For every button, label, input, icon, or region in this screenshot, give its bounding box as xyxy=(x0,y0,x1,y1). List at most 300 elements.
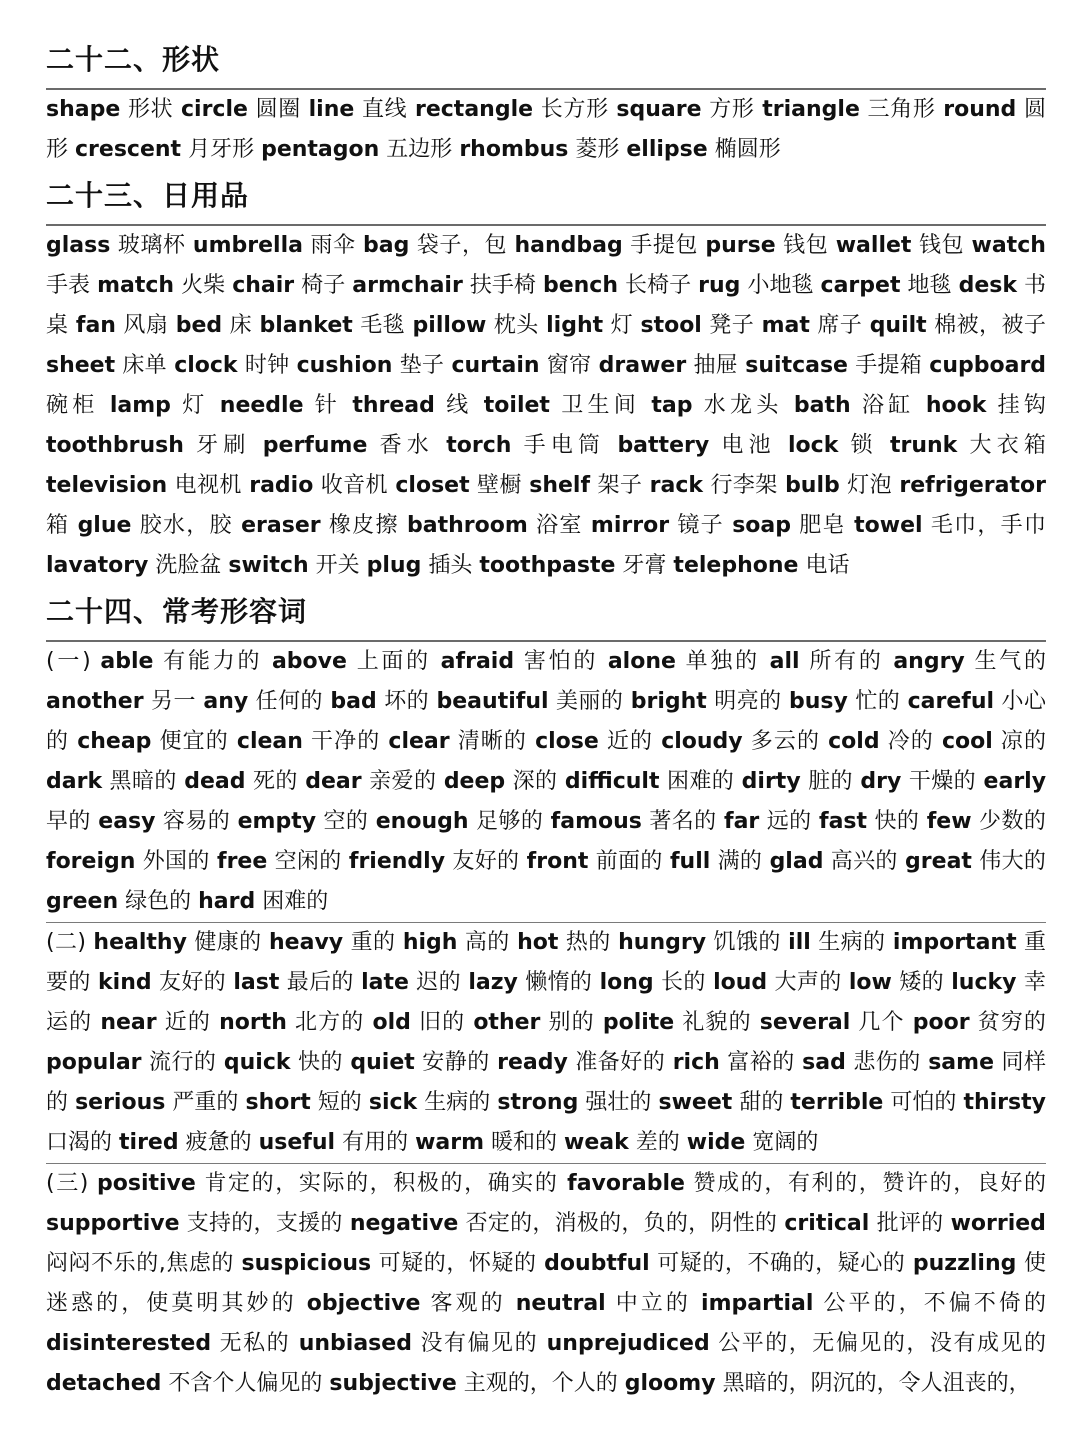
chinese-meaning: 圆圈 xyxy=(255,97,301,122)
chinese-meaning: 手提箱 xyxy=(855,353,923,378)
chinese-meaning: 手电筒 xyxy=(523,433,606,458)
english-word: quilt xyxy=(869,313,927,338)
chinese-meaning: 无私的 xyxy=(219,1331,291,1356)
chinese-meaning: 足够的 xyxy=(475,809,544,834)
chinese-meaning: 远的 xyxy=(766,809,812,834)
chinese-meaning: 枕头 xyxy=(493,313,539,338)
chinese-meaning: 上面的 xyxy=(356,649,431,674)
chinese-meaning: 插头 xyxy=(428,553,473,578)
english-word: shape xyxy=(46,97,121,122)
chinese-meaning: 坏的 xyxy=(384,689,430,714)
english-word: match xyxy=(97,273,175,298)
english-word: healthy xyxy=(93,930,187,955)
chinese-meaning: 灯 xyxy=(182,393,209,418)
english-word: handbag xyxy=(514,233,623,258)
chinese-meaning: 形状 xyxy=(127,97,174,122)
english-word: old xyxy=(372,1010,411,1035)
english-word: armchair xyxy=(352,273,463,298)
chinese-meaning: 客观的 xyxy=(430,1291,506,1316)
english-word: supportive xyxy=(46,1211,180,1236)
chinese-meaning: 困难的 xyxy=(666,769,735,794)
chinese-meaning: 富裕的 xyxy=(727,1050,795,1075)
english-word: loud xyxy=(713,970,768,995)
english-word: deep xyxy=(443,769,506,794)
english-word: dark xyxy=(46,769,103,794)
chinese-meaning: 北方的 xyxy=(295,1010,365,1035)
chinese-meaning: 重的 xyxy=(350,930,396,955)
english-word: unprejudiced xyxy=(546,1331,710,1356)
chinese-meaning: 行李架 xyxy=(710,473,778,498)
english-word: empty xyxy=(237,809,317,834)
english-word: perfume xyxy=(262,433,368,458)
english-word: objective xyxy=(306,1291,421,1316)
chinese-meaning: 任何的 xyxy=(255,689,323,714)
subsection-marker: (二) xyxy=(46,930,86,955)
chinese-meaning: 主观的，个人的 xyxy=(463,1371,618,1396)
english-word: rhombus xyxy=(459,137,569,162)
english-word: north xyxy=(219,1010,287,1035)
english-word: television xyxy=(46,473,168,498)
chinese-meaning: 锁 xyxy=(850,433,878,458)
english-word: bed xyxy=(175,313,223,338)
chinese-meaning: 开关 xyxy=(315,553,360,578)
chinese-meaning: 快的 xyxy=(297,1050,343,1075)
english-word: enough xyxy=(375,809,469,834)
english-word: doubtful xyxy=(544,1251,650,1276)
english-word: switch xyxy=(228,553,309,578)
english-word: bag xyxy=(363,233,410,258)
english-word: glass xyxy=(46,233,111,258)
chinese-meaning: 钱包 xyxy=(918,233,964,258)
english-word: impartial xyxy=(701,1291,814,1316)
english-word: unbiased xyxy=(298,1331,412,1356)
english-word: far xyxy=(724,809,760,834)
chinese-meaning: 深的 xyxy=(512,769,558,794)
chinese-meaning: 著名的 xyxy=(649,809,717,834)
english-word: stool xyxy=(640,313,702,338)
chinese-meaning: 直线 xyxy=(361,97,408,122)
chinese-meaning: 幸运的 xyxy=(46,970,1046,1035)
english-word: bad xyxy=(330,689,377,714)
chinese-meaning: 手提包 xyxy=(630,233,698,258)
chinese-meaning: 干净的 xyxy=(311,729,381,754)
chinese-meaning: 生气的 xyxy=(974,649,1047,674)
chinese-meaning: 多云的 xyxy=(750,729,821,754)
chinese-meaning: 小心的 xyxy=(46,689,1046,754)
english-word: late xyxy=(361,970,409,995)
vocab-section xyxy=(46,38,1046,170)
subsection-marker: (三) xyxy=(46,1171,89,1196)
english-word: quick xyxy=(223,1050,291,1075)
english-word: strong xyxy=(497,1090,579,1115)
english-word: ready xyxy=(497,1050,568,1075)
english-word: plug xyxy=(366,553,422,578)
english-word: sweet xyxy=(658,1090,733,1115)
chinese-meaning: 肯定的，实际的，积极的，确实的 xyxy=(204,1171,559,1196)
english-word: eraser xyxy=(241,513,321,538)
chinese-meaning: 五边形 xyxy=(386,137,453,162)
chinese-meaning: 月牙形 xyxy=(188,137,255,162)
english-word: bulb xyxy=(785,473,840,498)
english-word: umbrella xyxy=(192,233,303,258)
english-word: full xyxy=(669,849,711,874)
english-word: light xyxy=(546,313,604,338)
english-word: critical xyxy=(784,1211,870,1236)
chinese-meaning: 使迷惑的，使莫明其妙的 xyxy=(46,1251,1046,1316)
english-word: wallet xyxy=(835,233,912,258)
chinese-meaning: 水龙头 xyxy=(703,393,783,418)
english-word: high xyxy=(402,930,458,955)
english-word: cheap xyxy=(77,729,152,754)
chinese-meaning: 风扇 xyxy=(123,313,169,338)
english-word: triangle xyxy=(762,97,860,122)
english-word: close xyxy=(535,729,599,754)
english-word: toilet xyxy=(483,393,550,418)
chinese-meaning: 严重的 xyxy=(172,1090,239,1115)
chinese-meaning: 最后的 xyxy=(286,970,354,995)
chinese-meaning: 害怕的 xyxy=(523,649,599,674)
english-word: any xyxy=(203,689,249,714)
english-word: worried xyxy=(950,1211,1046,1236)
english-word: glad xyxy=(769,849,824,874)
english-word: fast xyxy=(819,809,868,834)
chinese-meaning: 可疑的，不确的，疑心的 xyxy=(657,1251,906,1276)
chinese-meaning: 席子 xyxy=(817,313,863,338)
vocabulary-page xyxy=(46,38,1046,1408)
english-word: hungry xyxy=(618,930,707,955)
english-word: quiet xyxy=(350,1050,415,1075)
english-word: negative xyxy=(349,1211,459,1236)
section-title: 二十三、日用品 xyxy=(46,174,1046,226)
chinese-meaning: 美丽的 xyxy=(555,689,624,714)
english-word: watch xyxy=(971,233,1046,258)
chinese-meaning: 大衣箱 xyxy=(969,433,1046,458)
english-word: bright xyxy=(630,689,707,714)
chinese-meaning: 公平的，无偏见的，没有成见的 xyxy=(718,1331,1047,1356)
chinese-meaning: 外国的 xyxy=(142,849,210,874)
english-word: able xyxy=(100,649,154,674)
english-word: famous xyxy=(550,809,642,834)
chinese-meaning: 架子 xyxy=(597,473,643,498)
english-word: clear xyxy=(388,729,450,754)
english-word: foreign xyxy=(46,849,136,874)
word-paragraph xyxy=(46,1163,1046,1404)
english-word: tired xyxy=(119,1130,179,1155)
chinese-meaning: 空闲的 xyxy=(274,849,342,874)
english-word: telephone xyxy=(673,553,799,578)
english-word: terrible xyxy=(790,1090,884,1115)
english-word: busy xyxy=(789,689,848,714)
chinese-meaning: 早的 xyxy=(46,809,91,834)
english-word: torch xyxy=(446,433,512,458)
chinese-meaning: 少数的 xyxy=(978,809,1046,834)
english-word: dirty xyxy=(741,769,801,794)
english-word: cool xyxy=(941,729,993,754)
english-word: great xyxy=(905,849,972,874)
english-word: serious xyxy=(75,1090,166,1115)
chinese-meaning: 支持的，支援的 xyxy=(186,1211,343,1236)
english-word: neutral xyxy=(515,1291,606,1316)
chinese-meaning: 火柴 xyxy=(181,273,226,298)
chinese-meaning: 长的 xyxy=(661,970,706,995)
word-paragraph xyxy=(46,922,1046,1163)
english-word: sad xyxy=(802,1050,846,1075)
chinese-meaning: 扶手椅 xyxy=(469,273,536,298)
chinese-meaning: 棉被，被子 xyxy=(934,313,1046,338)
english-word: detached xyxy=(46,1371,162,1396)
english-word: mat xyxy=(761,313,810,338)
chinese-meaning: 否定的，消极的，负的，阴性的 xyxy=(465,1211,778,1236)
chinese-meaning: 近的 xyxy=(606,729,654,754)
english-word: lavatory xyxy=(46,553,149,578)
english-word: wide xyxy=(686,1130,746,1155)
english-word: angry xyxy=(893,649,965,674)
chinese-meaning: 生病的 xyxy=(818,930,886,955)
english-word: lazy xyxy=(468,970,518,995)
word-paragraph xyxy=(46,642,1046,922)
english-word: lucky xyxy=(951,970,1017,995)
chinese-meaning: 洗脸盆 xyxy=(155,553,222,578)
english-word: friendly xyxy=(348,849,446,874)
chinese-meaning: 黑暗的，阴沉的，令人沮丧的， xyxy=(722,1371,1031,1396)
english-word: clean xyxy=(236,729,303,754)
chinese-meaning: 公平的，不偏不倚的 xyxy=(823,1291,1046,1316)
english-word: fan xyxy=(75,313,116,338)
chinese-meaning: 单独的 xyxy=(685,649,760,674)
english-word: gloomy xyxy=(624,1371,716,1396)
english-word: sick xyxy=(368,1090,418,1115)
chinese-meaning: 牙膏 xyxy=(622,553,667,578)
chinese-meaning: 垫子 xyxy=(399,353,445,378)
english-word: drawer xyxy=(598,353,687,378)
chinese-meaning: 大声的 xyxy=(774,970,842,995)
chinese-meaning: 胶水，胶 xyxy=(139,513,233,538)
chinese-meaning: 可怕的 xyxy=(890,1090,957,1115)
chinese-meaning: 牙刷 xyxy=(196,433,251,458)
english-word: near xyxy=(100,1010,157,1035)
section-title: 二十四、常考形容词 xyxy=(46,590,1046,642)
english-word: curtain xyxy=(451,353,540,378)
english-word: cupboard xyxy=(929,353,1047,378)
chinese-meaning: 有能力的 xyxy=(163,649,263,674)
english-word: square xyxy=(616,97,702,122)
chinese-meaning: 中立的 xyxy=(615,1291,691,1316)
chinese-meaning: 三角形 xyxy=(867,97,936,122)
chinese-meaning: 批评的 xyxy=(876,1211,944,1236)
english-word: sheet xyxy=(46,353,116,378)
english-word: cloudy xyxy=(661,729,743,754)
english-word: suspicious xyxy=(241,1251,372,1276)
english-word: rug xyxy=(698,273,741,298)
chinese-meaning: 椭圆形 xyxy=(714,137,781,162)
chinese-meaning: 暖和的 xyxy=(491,1130,558,1155)
chinese-meaning: 小地毯 xyxy=(747,273,814,298)
english-word: lock xyxy=(788,433,839,458)
chinese-meaning: 热的 xyxy=(565,930,611,955)
chinese-meaning: 香水 xyxy=(379,433,435,458)
chinese-meaning: 没有偏见的 xyxy=(420,1331,539,1356)
chinese-meaning: 地毯 xyxy=(907,273,952,298)
english-word: toothpaste xyxy=(479,553,616,578)
english-word: blanket xyxy=(259,313,353,338)
english-word: ill xyxy=(788,930,811,955)
chinese-meaning: 清晰的 xyxy=(457,729,527,754)
english-word: carpet xyxy=(820,273,901,298)
chinese-meaning: 方形 xyxy=(709,97,755,122)
chinese-meaning: 宽阔的 xyxy=(752,1130,819,1155)
english-word: few xyxy=(926,809,972,834)
chinese-meaning: 贫穷的 xyxy=(977,1010,1046,1035)
english-word: dear xyxy=(305,769,362,794)
english-word: mirror xyxy=(590,513,670,538)
chinese-meaning: 闷闷不乐的,焦虑的 xyxy=(46,1251,234,1276)
chinese-meaning: 有用的 xyxy=(342,1130,409,1155)
english-word: hot xyxy=(517,930,559,955)
chinese-meaning: 袋子，包 xyxy=(416,233,507,258)
chinese-meaning: 迟的 xyxy=(416,970,461,995)
chinese-meaning: 空的 xyxy=(323,809,369,834)
chinese-meaning: 雨伞 xyxy=(310,233,356,258)
chinese-meaning: 口渴的 xyxy=(46,1130,113,1155)
chinese-meaning: 毛毯 xyxy=(360,313,406,338)
word-paragraph xyxy=(46,90,1046,170)
chinese-meaning: 菱形 xyxy=(575,137,620,162)
chinese-meaning: 橡皮擦 xyxy=(328,513,399,538)
chinese-meaning: 抽屉 xyxy=(693,353,738,378)
chinese-meaning: 健康的 xyxy=(194,930,262,955)
chinese-meaning: 高兴的 xyxy=(830,849,898,874)
chinese-meaning: 容易的 xyxy=(162,809,231,834)
chinese-meaning: 可疑的，怀疑的 xyxy=(378,1251,537,1276)
chinese-meaning: 重要的 xyxy=(46,930,1047,995)
chinese-meaning: 别的 xyxy=(548,1010,595,1035)
chinese-meaning: 灯泡 xyxy=(847,473,892,498)
chinese-meaning: 友好的 xyxy=(158,970,227,995)
english-word: battery xyxy=(617,433,710,458)
english-word: long xyxy=(599,970,654,995)
english-word: afraid xyxy=(440,649,515,674)
chinese-meaning: 快的 xyxy=(874,809,920,834)
chinese-meaning: 准备好的 xyxy=(575,1050,666,1075)
english-word: refrigerator xyxy=(899,473,1046,498)
chinese-meaning: 饥饿的 xyxy=(713,930,781,955)
chinese-meaning: 安静的 xyxy=(422,1050,490,1075)
english-word: thread xyxy=(352,393,435,418)
english-word: puzzling xyxy=(912,1251,1017,1276)
english-word: ellipse xyxy=(626,137,708,162)
chinese-meaning: 圆形 xyxy=(46,97,1046,162)
chinese-meaning: 碗柜 xyxy=(46,393,99,418)
chinese-meaning: 脏的 xyxy=(808,769,853,794)
english-word: last xyxy=(233,970,280,995)
chinese-meaning: 电话 xyxy=(805,553,850,578)
english-word: bench xyxy=(542,273,618,298)
chinese-meaning: 肥皂 xyxy=(799,513,846,538)
english-word: useful xyxy=(258,1130,336,1155)
english-word: front xyxy=(526,849,589,874)
english-word: careful xyxy=(907,689,995,714)
chinese-meaning: 高的 xyxy=(464,930,510,955)
english-word: short xyxy=(245,1090,311,1115)
english-word: toothbrush xyxy=(46,433,184,458)
english-word: kind xyxy=(98,970,152,995)
english-word: alone xyxy=(607,649,676,674)
chinese-meaning: 时钟 xyxy=(244,353,290,378)
english-word: bath xyxy=(793,393,851,418)
chinese-meaning: 忙的 xyxy=(855,689,901,714)
english-word: positive xyxy=(97,1171,196,1196)
english-word: thirsty xyxy=(963,1090,1046,1115)
english-word: low xyxy=(848,970,892,995)
chinese-meaning: 前面的 xyxy=(595,849,663,874)
chinese-meaning: 椅子 xyxy=(301,273,346,298)
chinese-meaning: 手表 xyxy=(46,273,91,298)
english-word: difficult xyxy=(564,769,660,794)
english-word: hard xyxy=(198,889,256,914)
chinese-meaning: 壁橱 xyxy=(477,473,522,498)
english-word: soap xyxy=(732,513,791,538)
english-word: rack xyxy=(649,473,704,498)
english-word: warm xyxy=(415,1130,485,1155)
vocab-section xyxy=(46,174,1046,586)
chinese-meaning: 另一 xyxy=(151,689,196,714)
chinese-meaning: 冷的 xyxy=(887,729,934,754)
chinese-meaning: 挂钩 xyxy=(997,393,1046,418)
chinese-meaning: 流行的 xyxy=(148,1050,217,1075)
chinese-meaning: 线 xyxy=(446,393,473,418)
english-word: dead xyxy=(184,769,246,794)
chinese-meaning: 甜的 xyxy=(739,1090,784,1115)
chinese-meaning: 疲惫的 xyxy=(185,1130,252,1155)
english-word: circle xyxy=(180,97,248,122)
chinese-meaning: 卫生间 xyxy=(561,393,641,418)
chinese-meaning: 镜子 xyxy=(677,513,724,538)
english-word: radio xyxy=(249,473,314,498)
chinese-meaning: 毛巾，手巾 xyxy=(930,513,1046,538)
chinese-meaning: 收音机 xyxy=(320,473,388,498)
english-word: crescent xyxy=(75,137,182,162)
chinese-meaning: 凉的 xyxy=(1000,729,1046,754)
chinese-meaning: 床 xyxy=(229,313,253,338)
chinese-meaning: 所有的 xyxy=(809,649,884,674)
chinese-meaning: 亲爱的 xyxy=(369,769,437,794)
english-word: free xyxy=(217,849,268,874)
chinese-meaning: 箱 xyxy=(46,513,70,538)
chinese-meaning: 绿色的 xyxy=(125,889,192,914)
chinese-meaning: 不含个人偏见的 xyxy=(168,1371,323,1396)
chinese-meaning: 近的 xyxy=(164,1010,211,1035)
chinese-meaning: 灯 xyxy=(610,313,634,338)
chinese-meaning: 差的 xyxy=(635,1130,680,1155)
chinese-meaning: 礼貌的 xyxy=(682,1010,752,1035)
english-word: easy xyxy=(98,809,156,834)
chinese-meaning: 悲伤的 xyxy=(853,1050,921,1075)
chinese-meaning: 明亮的 xyxy=(714,689,782,714)
chinese-meaning: 困难的 xyxy=(262,889,329,914)
chinese-meaning: 死的 xyxy=(252,769,298,794)
english-word: polite xyxy=(602,1010,675,1035)
english-word: chair xyxy=(232,273,295,298)
chinese-meaning: 满的 xyxy=(717,849,763,874)
english-word: suitcase xyxy=(745,353,848,378)
chinese-meaning: 懒惰的 xyxy=(525,970,593,995)
english-word: cushion xyxy=(296,353,393,378)
chinese-meaning: 浴室 xyxy=(536,513,583,538)
subsection-marker: (一) xyxy=(46,649,91,674)
english-word: another xyxy=(46,689,144,714)
chinese-meaning: 便宜的 xyxy=(159,729,229,754)
chinese-meaning: 强壮的 xyxy=(585,1090,652,1115)
